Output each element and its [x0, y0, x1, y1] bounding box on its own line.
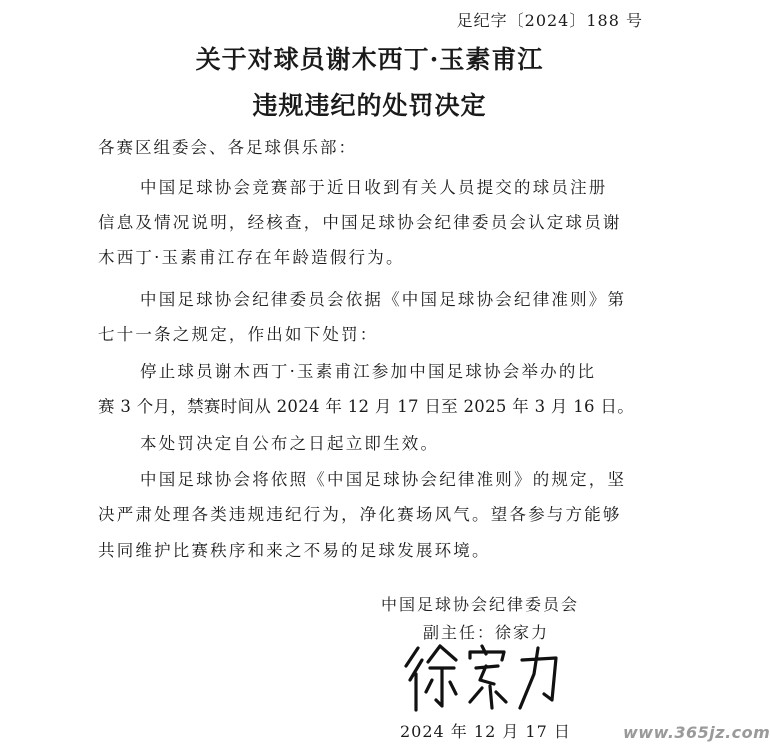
body-line: 中国足球协会竞赛部于近日收到有关人员提交的球员注册 — [140, 178, 608, 197]
body-line: 中国足球协会纪律委员会依据《中国足球协会纪律准则》第 — [140, 290, 627, 309]
body-line: 本处罚决定自公布之日起立即生效。 — [140, 434, 440, 453]
body-line: 共同维护比赛秩序和来之不易的足球发展环境。 — [98, 541, 491, 560]
body-line: 停止球员谢木西丁·玉素甫江参加中国足球协会举办的比 — [140, 362, 597, 381]
body-line: 赛 3 个月，禁赛时间从 2024 年 12 月 17 日至 2025 年 3 月 16 日。 — [98, 397, 634, 416]
body-line: 木西丁·玉素甫江存在年龄造假行为。 — [98, 248, 405, 267]
signature-role: 副主任：徐家力 — [423, 623, 550, 642]
salutation: 各赛区组委会、各足球俱乐部： — [98, 138, 357, 157]
body-line: 中国足球协会将依照《中国足球协会纪律准则》的规定，坚 — [140, 470, 627, 489]
body-line: 信息及情况说明，经核查，中国足球协会纪律委员会认定球员谢 — [98, 213, 622, 232]
document-title-line-2: 违规违纪的处罚决定 — [252, 91, 487, 120]
body-line: 决严肃处理各类违规违纪行为，净化赛场风气。望各参与方能够 — [98, 505, 622, 524]
document-date: 2024 年 12 月 17 日 — [400, 722, 571, 741]
site-watermark: www.365jz.com — [623, 723, 770, 742]
document-number: 足纪字〔2024〕188 号 — [456, 11, 643, 30]
signature-organization: 中国足球协会纪律委员会 — [381, 595, 580, 614]
body-line: 七十一条之规定，作出如下处罚： — [98, 325, 379, 344]
document-title-line-1: 关于对球员谢木西丁·玉素甫江 — [195, 45, 544, 74]
handwritten-signature — [396, 640, 561, 715]
